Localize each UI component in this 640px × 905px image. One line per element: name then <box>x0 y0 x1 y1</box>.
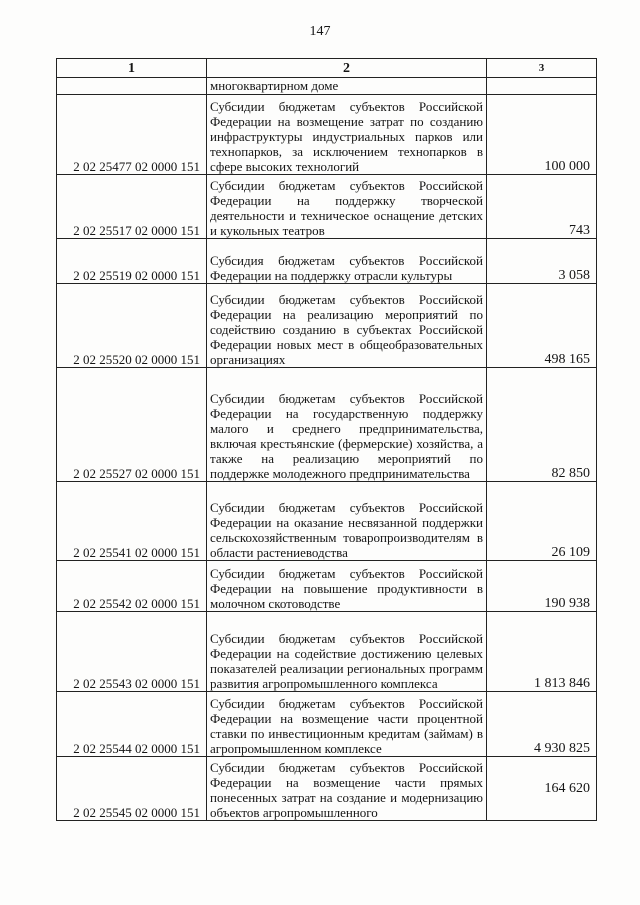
row-code: 2 02 25543 02 0000 151 <box>57 612 207 692</box>
row-code: 2 02 25520 02 0000 151 <box>57 284 207 368</box>
row-code: 2 02 25527 02 0000 151 <box>57 368 207 482</box>
row-code: 2 02 25542 02 0000 151 <box>57 561 207 612</box>
table-row <box>57 612 597 692</box>
row-name: Субсидии бюджетам субъектов Российской Федерации на оказание несвязанной поддержки сельскохозяйственным товаропроизводителям в области растениеводства <box>207 482 487 561</box>
row-name: Субсидии бюджетам субъектов Российской Федерации на повышение продуктивности в молочном скотоводстве <box>207 561 487 612</box>
header-row <box>57 59 597 78</box>
table-row <box>57 757 597 821</box>
row-amount: 100 000 <box>487 95 597 175</box>
row-amount: 164 620 <box>487 757 597 821</box>
column-header-2: 2 <box>207 59 487 78</box>
row-amount: 1 813 846 <box>487 612 597 692</box>
row-amount: 498 165 <box>487 284 597 368</box>
row-name: Субсидии бюджетам субъектов Российской Федерации на реализацию мероприятий по содействию созданию в субъектах Российской Федерации новых мест в общеобразовательных организациях <box>207 284 487 368</box>
row-amount: 743 <box>487 175 597 239</box>
table-row <box>57 561 597 612</box>
row-amount: 26 109 <box>487 482 597 561</box>
row-name: Субсидии бюджетам субъектов Российской Федерации на возмещение части процентной ставки по инвестиционным кредитам (займам) в агропромышленном комплексе <box>207 692 487 757</box>
continuation-row <box>57 78 597 95</box>
table-row <box>57 239 597 284</box>
row-code: 2 02 25545 02 0000 151 <box>57 757 207 821</box>
row-name: Субсидия бюджетам субъектов Российской Федерации на поддержку отрасли культуры <box>207 239 487 284</box>
budget-table <box>56 58 597 821</box>
row-name: Субсидии бюджетам субъектов Российской Федерации на возмещение затрат по созданию инфраструктуры индустриальных парков или технопарков, за исключением технопарков в сфере высоких технологий <box>207 95 487 175</box>
row-amount: 82 850 <box>487 368 597 482</box>
continuation-code-cell <box>57 78 207 95</box>
row-amount: 190 938 <box>487 561 597 612</box>
table-row <box>57 284 597 368</box>
row-code: 2 02 25477 02 0000 151 <box>57 95 207 175</box>
column-header-1: 1 <box>57 59 207 78</box>
row-code: 2 02 25519 02 0000 151 <box>57 239 207 284</box>
table-row <box>57 368 597 482</box>
row-code: 2 02 25541 02 0000 151 <box>57 482 207 561</box>
row-code: 2 02 25517 02 0000 151 <box>57 175 207 239</box>
row-amount: 3 058 <box>487 239 597 284</box>
row-code: 2 02 25544 02 0000 151 <box>57 692 207 757</box>
continuation-text: многоквартирном доме <box>207 78 487 95</box>
column-header-3: 3 <box>487 59 597 78</box>
table-row <box>57 175 597 239</box>
row-name: Субсидии бюджетам субъектов Российской Федерации на содействие достижению целевых показателей реализации региональных программ развития агропромышленного комплекса <box>207 612 487 692</box>
row-amount: 4 930 825 <box>487 692 597 757</box>
page-number: 147 <box>309 24 331 39</box>
row-name: Субсидии бюджетам субъектов Российской Федерации на возмещение части прямых понесенных затрат на создание и модернизацию объектов агропромышленного <box>207 757 487 821</box>
row-name: Субсидии бюджетам субъектов Российской Федерации на государственную поддержку малого и среднего предпринимательства, включая крестьянские (фермерские) хозяйства, а также на реализацию мероприятий по поддержке молодежного предпринимательства <box>207 368 487 482</box>
table-row <box>57 95 597 175</box>
row-name: Субсидии бюджетам субъектов Российской Федерации на поддержку творческой деятельности и техническое оснащение детских и кукольных театров <box>207 175 487 239</box>
continuation-amount-cell <box>487 78 597 95</box>
table-row <box>57 482 597 561</box>
table-row <box>57 692 597 757</box>
